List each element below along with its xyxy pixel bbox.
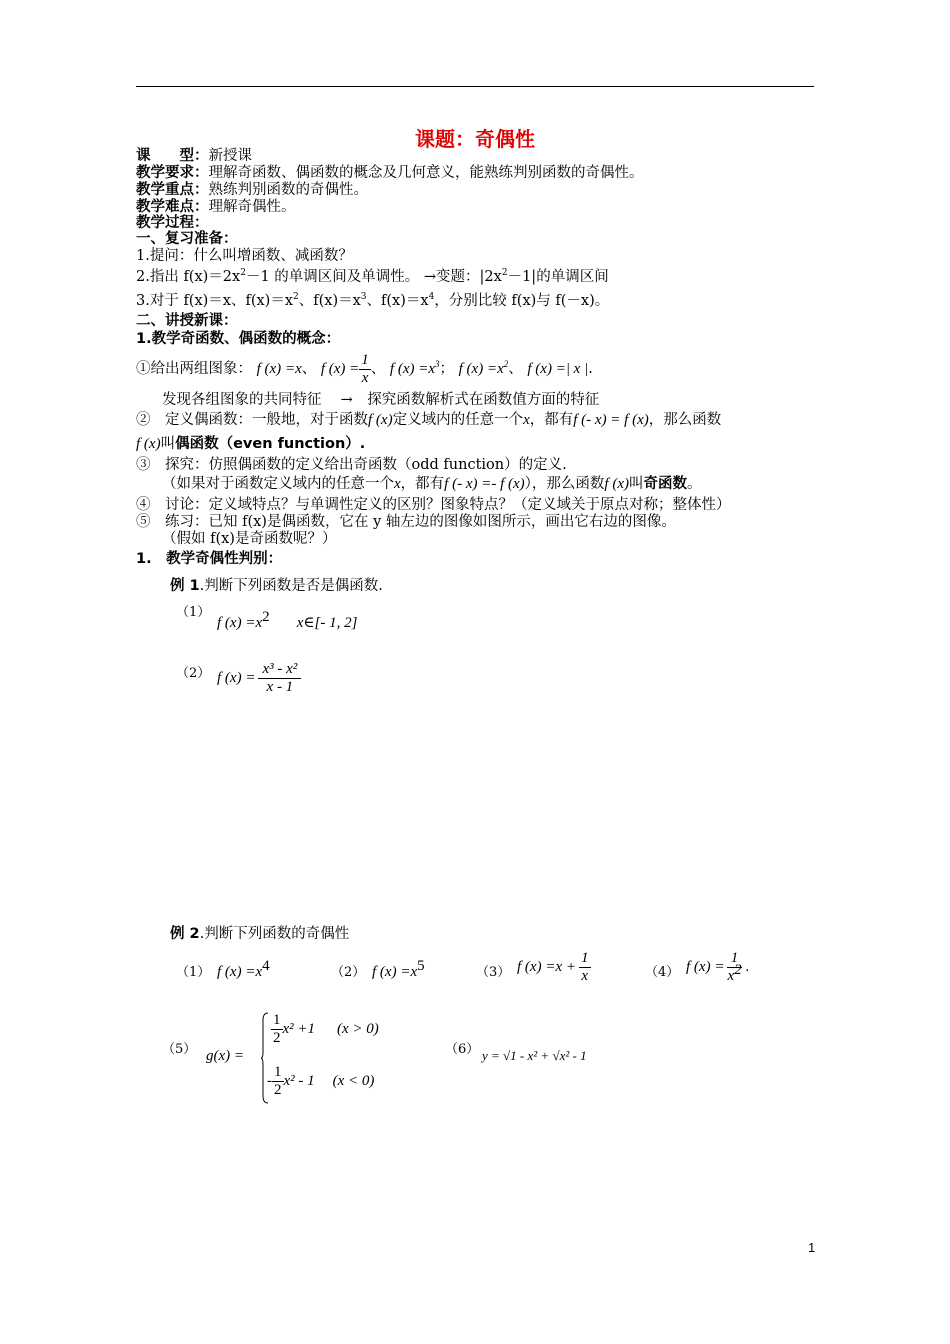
example-2-item-5-piece-1: $\frac{1}{2}$ x² +1 (x > 0) [273, 1012, 379, 1046]
para-exercise: ⑤ 练习：已知 f(x)是偶函数，它在 y 轴左边的图像如图所示，画出它右边的图像。 [136, 514, 676, 530]
meta-row-key-point [136, 182, 368, 199]
meta-value: 熟练判别函数的奇偶性。 [208, 182, 368, 198]
example-2-heading: 例 2.判断下列函数的奇偶性 [170, 926, 350, 942]
meta-value: 理解奇函数、偶函数的概念及几何意义，能熟练判别函数的奇偶性。 [208, 165, 644, 181]
example-2-item-4-num: （4） [645, 965, 680, 980]
meta-label: 教学难点： [136, 199, 209, 215]
meta-row-difficulty [136, 199, 296, 216]
subsection-concept: 1.教学奇函数、偶函数的概念： [136, 331, 341, 347]
example-1-item-2-num: （2） [176, 666, 211, 681]
example-1-item-1-formula: f $(x) =x^2$ x∈[- 1, 2] [217, 609, 358, 631]
example-2-item-1-num: （1） [176, 965, 211, 980]
example-2-item-1-formula: f $(x) =x^4$ [217, 958, 270, 980]
para-even-definition-cont: f (x)叫偶函数（even function）. [136, 436, 366, 452]
example-2-item-5-lhs: g(x) = [206, 1048, 245, 1064]
meta-value: 理解奇偶性。 [208, 199, 296, 215]
meta-row-requirements [136, 165, 644, 182]
header-rule [136, 86, 814, 87]
example-2-item-4-formula: f (x) = $\frac{1}{x^2}$ . [686, 950, 750, 984]
page-title: 课题：奇偶性 [415, 127, 535, 151]
section-review-heading: 一、复习准备： [136, 231, 238, 247]
example-2-item-5-num: （5） [162, 1042, 197, 1057]
para-explore: ③ 探究：仿照偶函数的定义给出奇函数（odd function）的定义. [136, 457, 567, 473]
meta-label: 课 型： [136, 148, 209, 164]
page-number: 1 [808, 1240, 816, 1255]
review-q2: 2.指出 $f(x)=2x^2-1$ 的单调区间及单调性。 →变题：$|2x^2-1|$的单调区间 [136, 268, 609, 285]
example-2-item-2-num: （2） [331, 965, 366, 980]
para-even-definition: ② 定义偶函数：一般地，对于函数f (x)定义域内的任意一个x，都有f (- x) = f (x)，那么函数 [136, 412, 722, 428]
para-discussion: ④ 讨论：定义域特点？与单调性定义的区别？图象特点？（定义域关于原点对称；整体性） [136, 497, 731, 513]
example-2-item-5-piece-2: - $\frac{1}{2}$ x² - 1 (x < 0) [267, 1064, 375, 1098]
para-two-graphs: ①给出两组图象： f (x) =x、 f (x) = $\frac{1}{x}$ 、 f $(x) =x^3$； f $(x) =x^2$、 f (x) =| x |. [136, 352, 593, 386]
meta-row-type [136, 148, 252, 165]
meta-label: 教学过程： [136, 215, 209, 231]
example-1-heading: 例 1.判断下列函数是否是偶函数. [170, 578, 383, 594]
para-odd-definition: （如果对于函数定义域内的任意一个x，都有f (- x) =- f (x)），那么函数f (x)叫奇函数。 [162, 476, 702, 492]
meta-label: 教学重点： [136, 182, 209, 198]
example-2-item-3-num: （3） [476, 965, 511, 980]
example-1-item-2-formula: f (x) = $\frac{\text{x³ - x²}}{x - 1}$ [217, 661, 301, 696]
review-q1: 1.提问：什么叫增函数、减函数？ [136, 248, 353, 264]
meta-value: 新授课 [208, 148, 252, 164]
subsection-parity-judgment: 1. 教学奇偶性判别： [136, 551, 283, 567]
section-new-heading: 二、讲授新课： [136, 313, 238, 329]
review-q3: 3.对于 f(x)＝x、$f(x)=x^2$、$f(x)=x^3$、$f(x)=x^4$，分别比较 f(x)与 f(－x)。 [136, 292, 610, 309]
example-1-item-1-num: （1） [176, 605, 211, 620]
example-2-item-3-formula: f (x) =x + $\frac{1}{x}$ [517, 950, 589, 984]
example-2-item-6-formula: y = √1 - x² + √x² - 1 [482, 1048, 587, 1063]
meta-row-process [136, 215, 209, 232]
para-common-feature: 发现各组图象的共同特征 → 探究函数解析式在函数值方面的特征 [162, 392, 600, 408]
para-exercise-odd: （假如 f(x)是奇函数呢？） [162, 531, 337, 547]
example-2-item-6-num: （6） [445, 1042, 480, 1057]
meta-label: 教学要求： [136, 165, 209, 181]
example-2-item-2-formula: f $(x) =x^5$ [372, 958, 425, 980]
